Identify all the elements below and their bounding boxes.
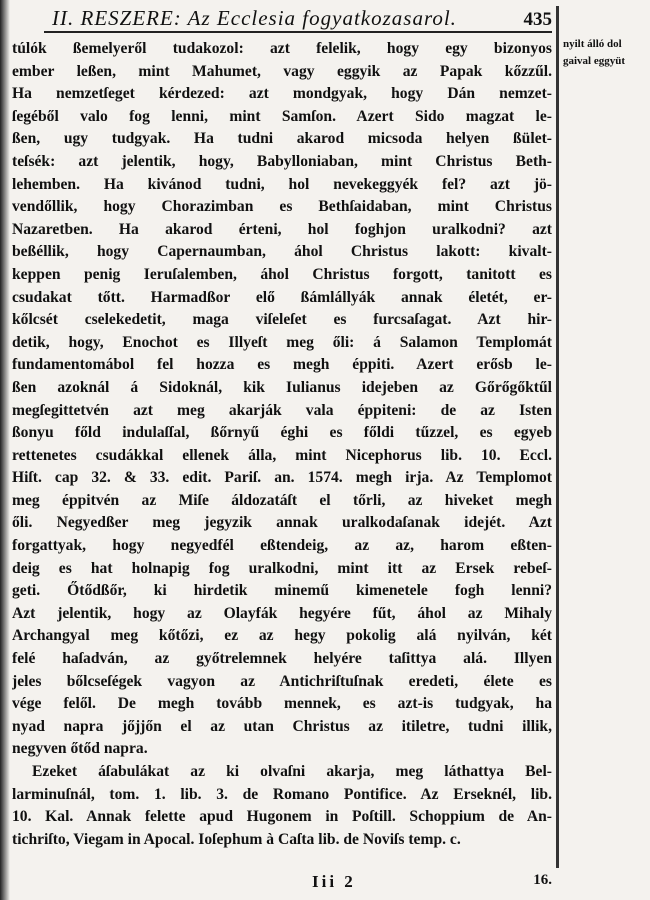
text-line: csudakat tőtt. Harmadßor elő ßámlállyák annak életét, er- bbox=[12, 288, 552, 306]
text-line: lehemben. Ha kivánod tudni, hol nevekeggyék fel? azt jö- bbox=[12, 175, 552, 193]
text-line: ßonyu főld indulaſſal, ßőrnyű éghi es főldi tűzzel, es egyeb bbox=[12, 424, 552, 442]
text-line: beßéllik, hogy Capernaumban, áhol Christus lakott: kivalt- bbox=[12, 243, 552, 261]
text-line: ſegéből valo fog lenni, mint Samſon. Azert Sido magzat le- bbox=[12, 107, 552, 125]
text-line: vendőllik, hogy Chorazimban es Bethſaidaban, mint Christus bbox=[12, 198, 552, 216]
text-line: jeles bőlcseſégek vagyon az Antichriſtuſnak eredeti, élete es bbox=[12, 672, 552, 690]
text-line: megſegittetvén azt meg akarják vala éppiteni: de az Isten bbox=[12, 401, 552, 419]
signature-mark: Iii 2 bbox=[312, 872, 356, 891]
text-line: larminuſnál, tom. 1. lib. 3. de Romano Pontifice. Az Erseknél, lib. bbox=[12, 785, 552, 803]
margin-note bbox=[563, 36, 648, 70]
text-line: felé haſadván, az győtrelemnek helyére taſittya alá. Illyen bbox=[12, 650, 552, 668]
running-head: II. RESZERE: Az Ecclesia fogyatkozasarol. bbox=[52, 6, 457, 30]
text-line: meg éppitvén az Miſe áldozatáſt el tőrli, az hiveket megh bbox=[12, 491, 552, 509]
text-line: geti. Őtődßőr, ki hirdetik minemű kimenetele fogh lenni? bbox=[12, 582, 552, 600]
text-line: keppen penig Ieruſalemben, áhol Christus forgott, tanitott es bbox=[12, 265, 552, 283]
text-line: ßen, ugy tudgyak. Ha tudni akarod micsoda helyen ßület- bbox=[12, 130, 552, 148]
text-line: forgattyak, hogy negyedfél eßtendeig, az az, harom eßten- bbox=[12, 537, 552, 555]
text-line: Archangyal meg kőtőzi, ez az hegy pokolig alá nyilván, két bbox=[12, 627, 552, 645]
text-line: őli. Negyedßer meg jegyzik annak uralkodaſanak idejét. Azt bbox=[12, 514, 552, 532]
text-line: kőlcsét cselekedetit, maga viſeleſet es furcsaſagat. Azt hir- bbox=[12, 311, 552, 329]
text-line: nyad napra jőjjőn el az utan Christus az itiletre, tudni illik, bbox=[12, 717, 552, 735]
margin-note-line: nyilt álló dol bbox=[563, 38, 622, 50]
text-line: vége felől. De megh tovább mennek, es azt-is tudgyak, ha bbox=[12, 695, 552, 713]
text-line: Ezeket áſabulákat az ki olvaſni akarja, meg láthattya Bel- bbox=[32, 763, 552, 780]
text-line: ßen azoknál á Sidoknál, kik Iulianus idejeben az Gőrőgőktűl bbox=[12, 378, 552, 396]
text-line: rettenetes csudákkal ellenek álla, mint Nicephorus lib. 10. Eccl. bbox=[12, 446, 552, 464]
page-header bbox=[52, 6, 552, 34]
text-line: Nazaretben. Ha akarod érteni, hol foghjon uralkodni? azt bbox=[12, 220, 552, 238]
margin-rule bbox=[556, 6, 559, 868]
catchword: 16. bbox=[533, 872, 552, 888]
text-line: 10. Kal. Annak felette apud Hugonem in Poſtill. Schoppium de An- bbox=[12, 808, 552, 826]
text-line: detik, hogy, Enochot es Illyeſt meg őli: á Salamon Templomát bbox=[12, 333, 552, 351]
text-line: tichriſto, Viegam in Apocal. Ioſephum à Caſta lib. de Noviſs temp. c. bbox=[12, 830, 461, 848]
text-line: túlók ßemelyeről tudakozol: azt felelik, hogy egy bizonyos bbox=[12, 40, 552, 57]
page-footer bbox=[12, 872, 552, 894]
text-line: ember leßen, mint Mahumet, vagy eggyik az Papak kőzzűl. bbox=[12, 62, 552, 80]
text-line: Ha nemzetſeget kérdezed: azt mondgyak, hogy Dán nemzet- bbox=[12, 85, 552, 103]
body-text bbox=[12, 38, 552, 851]
text-line: teſsék: azt jelentik, hogy, Babylloniaban, mint Christus Beth- bbox=[12, 152, 552, 170]
page-number: 435 bbox=[523, 9, 552, 30]
header-rule bbox=[44, 31, 552, 33]
text-line: fundamentomábol fel hozza es megh éppiti. Azert erősb le- bbox=[12, 356, 552, 374]
text-line: Azt jelentik, hogy az Olayfák hegyére fűt, áhol az Mihaly bbox=[12, 604, 552, 622]
text-line: deig es hat holnapig fog uralkodni, mint itt az Ersek rebeſ- bbox=[12, 559, 552, 577]
margin-note-line: gaival eggyüt bbox=[563, 55, 626, 67]
text-line: negyven őtőd napra. bbox=[12, 740, 148, 758]
text-line: Hiſt. cap 32. & 33. edit. Pariſ. an. 1574. megh irja. Az Templomot bbox=[12, 469, 552, 487]
binding-shadow bbox=[0, 0, 10, 900]
